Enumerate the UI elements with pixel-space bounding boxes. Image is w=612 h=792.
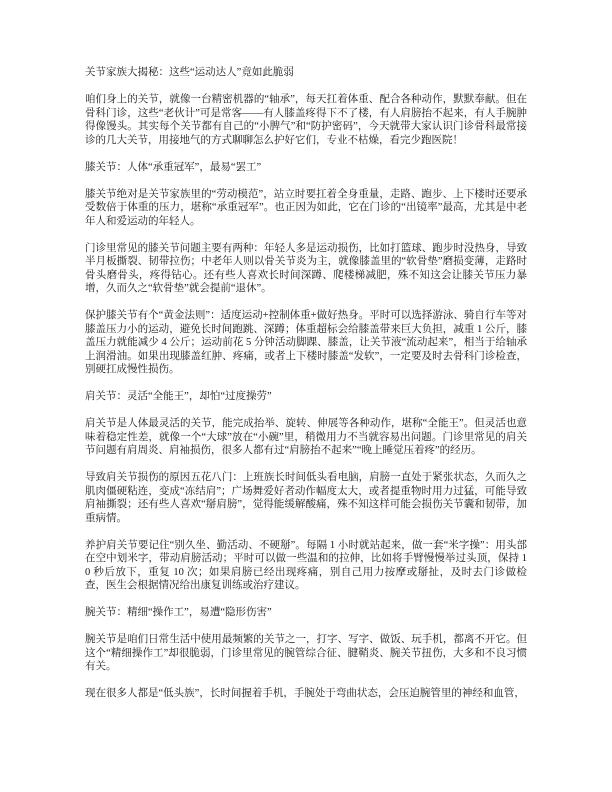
shoulder-paragraph-care: 养护肩关节要记住“别久坐、勤活动、不硬掰”。每隔 1 小时就站起来，做一套“米字操”：用头部在空中划米字，带动肩膀活动；平时可以做一些温和的拉伸，比如将手臂慢慢举过头顶，保持 10 秒后放下，重复 10 次；如果肩膀已经出现疼痛，别自己用力按摩或掰扯，及时去门诊做检查，医生会根据情况给出康复训练或治疗建议。 (85, 539, 527, 591)
section-heading-shoulder: 肩关节：灵活“全能王”，却怕“过度操劳” (85, 391, 272, 402)
wrist-paragraph-overview: 腕关节是咱们日常生活中使用最频繁的关节之一，打字、写字、做饭、玩手机，都离不开它。但这个“精细操作工”却很脆弱，门诊里常见的腕管综合征、腱鞘炎、腕关节扭伤，大多和不良习惯有关。 (85, 634, 527, 672)
shoulder-paragraph-overview: 肩关节是人体最灵活的关节，能完成抬举、旋转、伸展等各种动作，堪称“全能王”。但灵活也意味着稳定性差，就像一个“大球”放在“小碗”里，稍微用力不当就容易出问题。门诊里常见的肩关节问题有肩周炎、肩袖损伤，很多人都有过“肩膀抬不起来”“晚上睡觉压着疼”的经历。 (85, 418, 527, 456)
section-heading-knee: 膝关节：人体“承重冠军”，最易“罢工” (85, 161, 262, 173)
knee-paragraph-protection: 保护膝关节有个“黄金法则”：适度运动+控制体重+做好热身。平时可以选择游泳、骑自行车等对膝盖压力小的运动，避免长时间跑跳、深蹲；体重超标会给膝盖带来巨大负担，减重 1 公斤，膝盖压力就能减少 4 公斤；运动前花 5 分钟活动脚踝、膝盖，让关节液“流动起来”，相当于给轴承上润滑油。如果出现膝盖红肿、疼痛，或者上下楼时膝盖“发软”，一定要及时去骨科门诊检查，别硬扛成慢性损伤。 (85, 310, 527, 375)
knee-paragraph-overview: 膝关节绝对是关节家族里的“劳动模范”，站立时要扛着全身重量，走路、跑步、上下楼时还要承受数倍于体重的压力，堪称“承重冠军”。也正因为如此，它在门诊的“出镜率”最高，尤其是中老年人和爱运动的年轻人。 (85, 188, 527, 227)
wrist-paragraph-habits: 现在很多人都是“低头族”，长时间握着手机，手腕处于弯曲状态，会压迫腕管里的神经和血管， (85, 688, 525, 699)
section-heading-wrist: 腕关节：精细“操作工”，易遭“隐形伤害” (85, 607, 272, 618)
knee-paragraph-problems: 门诊里常见的膝关节问题主要有两种：年轻人多是运动损伤，比如打篮球、跑步时没热身，导致半月板撕裂、韧带拉伤；中老年人则以骨关节炎为主，就像膝盖里的“软骨垫”磨损变薄，走路时骨头磨骨头，疼得钻心。还有些人喜欢长时间深蹲、爬楼梯减肥，殊不知这会让膝关节压力暴增，久而久之“软骨垫”就会提前“退休”。 (85, 242, 527, 294)
intro-paragraph: 咱们身上的关节，就像一台精密机器的“轴承”，每天扛着体重、配合各种动作，默默奉献。但在骨科门诊，这些“老伙计”可是常客——有人膝盖疼得下不了楼，有人肩膀抬不起来，有人手腕肿得像馒头。其实每个关节都有自己的“小脾气”和“防护密码”，今天就带大家认识门诊骨科最常接诊的几大关节，用接地气的方式聊聊怎么护好它们，专业不枯燥，看完少跑医院！ (85, 94, 527, 146)
shoulder-paragraph-causes: 导致肩关节损伤的原因五花八门：上班族长时间低头看电脑，肩膀一直处于紧张状态，久而久之肌肉僵硬粘连，变成“冻结肩”；广场舞爱好者动作幅度太大，或者提重物时用力过猛，可能导致肩袖撕裂；还有些人喜欢“掰肩膀”，觉得能缓解酸痛，殊不知这样可能会损伤关节囊和韧带，加重病情。 (85, 472, 527, 524)
document-title: 关节家族大揭秘：这些“运动达人”竟如此脆弱 (85, 67, 294, 78)
